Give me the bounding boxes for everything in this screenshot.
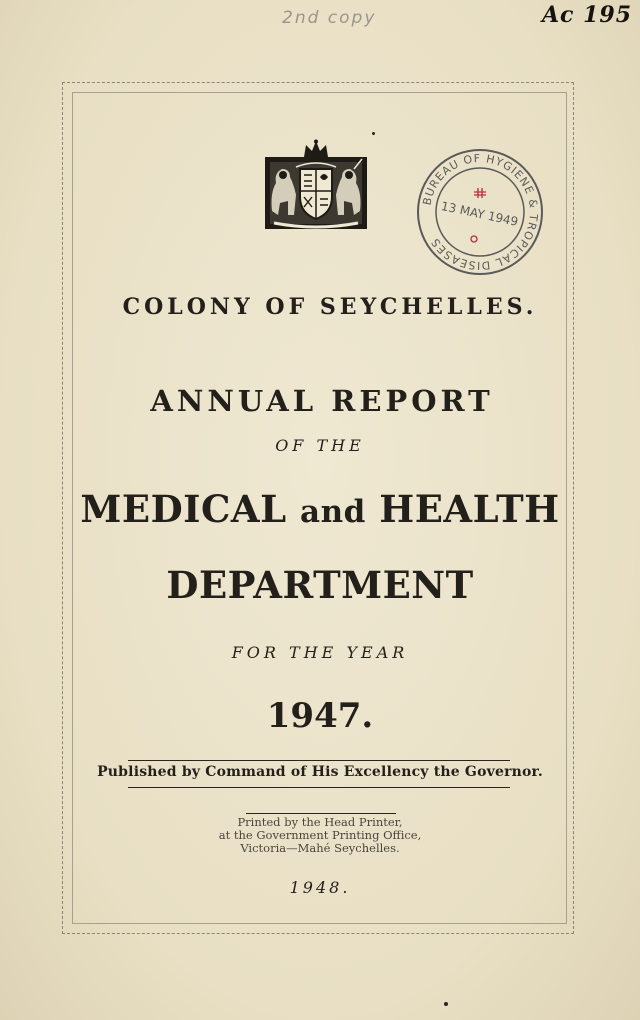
annual-report-heading: ANNUAL REPORT (150, 384, 494, 418)
printer-block (0, 816, 640, 855)
department-heading: DEPARTMENT (166, 563, 474, 607)
stamp-date: 13 MAY 1949 (439, 198, 520, 229)
of-the-text: OF THE (275, 436, 365, 455)
ink-speck (444, 1002, 448, 1006)
medical-health-heading (0, 487, 640, 531)
royal-coat-of-arms-icon (264, 139, 368, 231)
print-year: 1948. (289, 878, 351, 897)
library-date-stamp-icon (414, 146, 546, 278)
printer-rule (246, 813, 396, 814)
printer-line-2: at the Government Printing Office, (218, 828, 422, 842)
for-the-year-text: FOR THE YEAR (231, 643, 409, 662)
handwritten-copy-note: 2nd copy (282, 8, 377, 28)
top-rule (128, 760, 510, 761)
health-word: HEALTH (379, 487, 560, 531)
printer-line-3: Victoria—Mahé Seychelles. (240, 841, 400, 855)
report-year: 1947. (266, 696, 374, 736)
printer-line-1: Printed by the Head Printer, (237, 815, 403, 829)
handwritten-accession-number: Ac 195 (541, 2, 632, 28)
stamp-ring-text: BUREAU OF HYGIENE & TROPICAL DISEASES (420, 151, 541, 273)
colony-heading: COLONY OF SEYCHELLES. (122, 294, 538, 320)
published-by-line: Published by Command of His Excellency the Governor. (97, 764, 543, 780)
medical-word: MEDICAL (80, 487, 287, 531)
ink-speck (372, 132, 375, 135)
and-word: and (300, 494, 366, 530)
bottom-rule (128, 787, 510, 788)
